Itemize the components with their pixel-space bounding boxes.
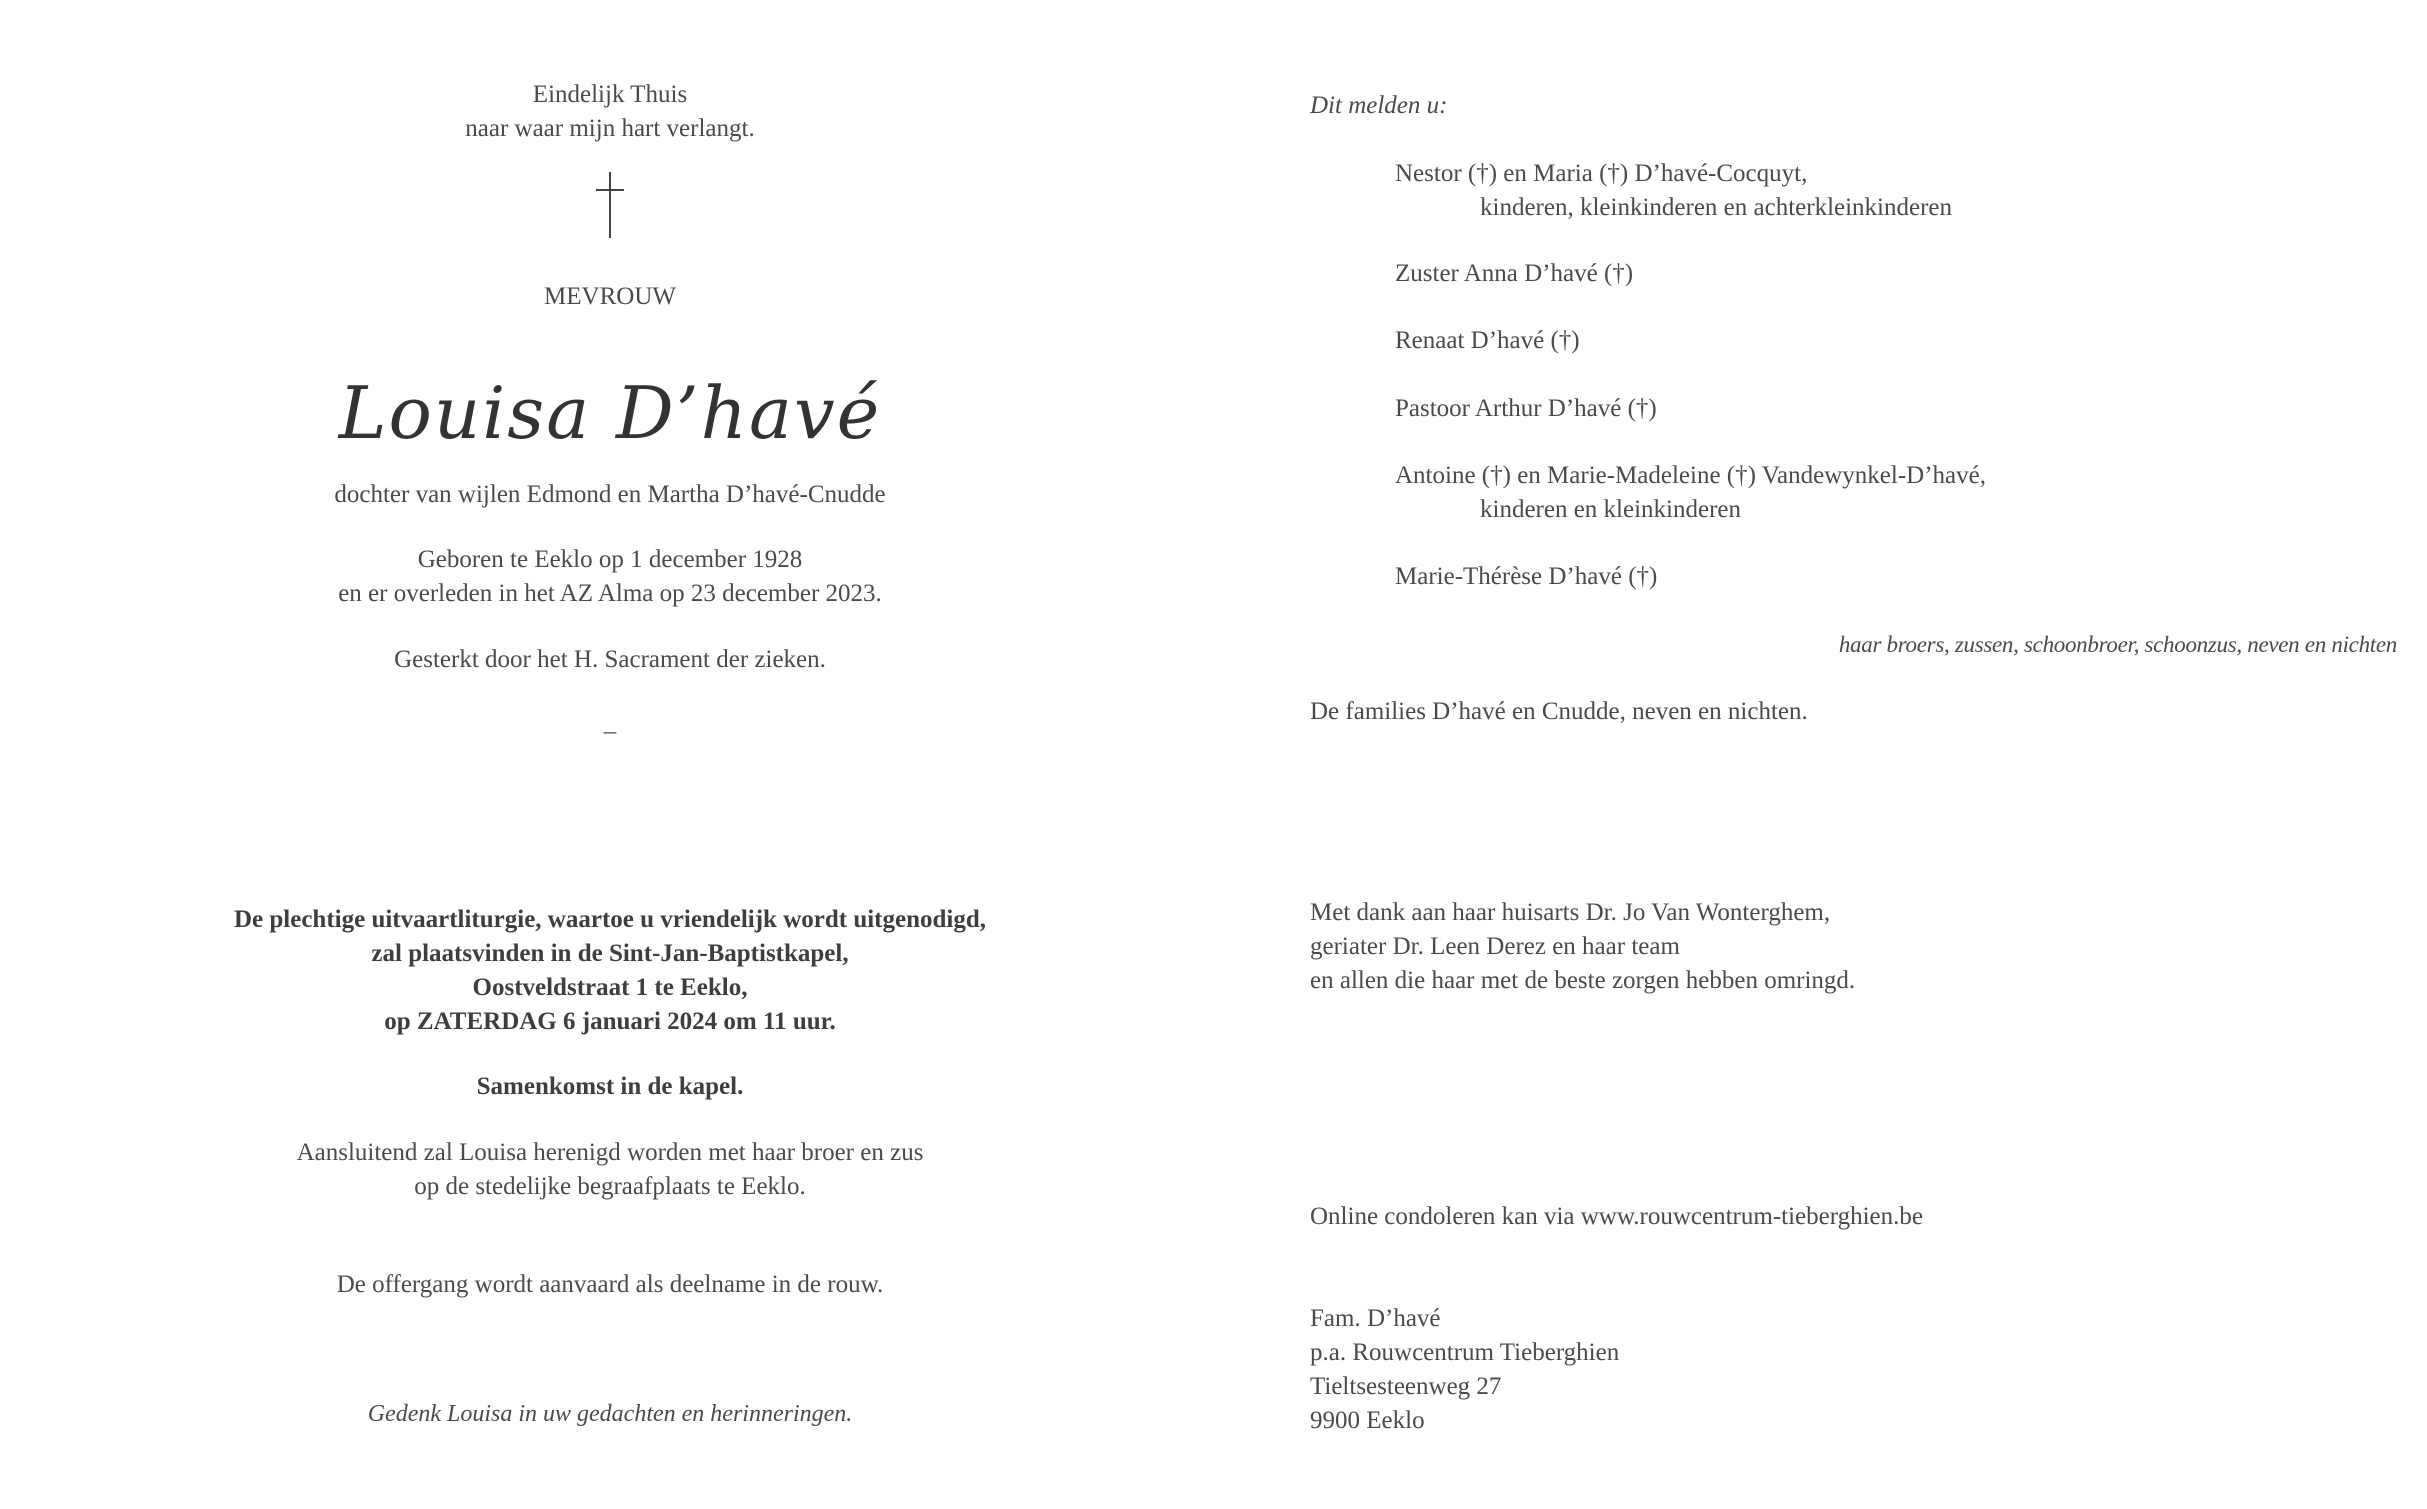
burial-line-2: op de stedelijke begraafplaats te Eeklo. xyxy=(414,1173,806,1200)
quote-line-1: Eindelijk Thuis xyxy=(532,81,688,108)
deceased-name: Louisa D’havé xyxy=(338,371,882,455)
relative-2-line-1: Zuster Anna D’havé (†) xyxy=(1395,260,1634,287)
relative-2 xyxy=(1310,257,2427,291)
families-line: De families D’havé en Cnudde, neven en nichten. xyxy=(1310,698,1808,725)
thanks-line-1: Met dank aan haar huisarts Dr. Jo Van Wonterghem, xyxy=(1310,899,1831,926)
relative-3 xyxy=(1310,324,2427,358)
address-line-1: Fam. D’havé xyxy=(1310,1305,1441,1332)
funeral-line-4: op ZATERDAG 6 januari 2024 om 11 uur. xyxy=(384,1008,836,1035)
relative-1-line-1: Nestor (†) en Maria (†) D’havé-Cocquyt, xyxy=(1395,160,1808,187)
relative-6-line-1: Marie-Thérèse D’havé (†) xyxy=(1395,563,1658,590)
relative-5 xyxy=(1310,459,2427,527)
address-line-4: 9900 Eeklo xyxy=(1310,1407,1425,1434)
relative-1-line-2: kinderen, kleinkinderen en achterkleinkinderen xyxy=(1480,194,1953,221)
gathering-line: Samenkomst in de kapel. xyxy=(476,1073,744,1100)
thanks-line-2: geriater Dr. Leen Derez en haar team xyxy=(1310,933,1680,960)
relative-5-line-1: Antoine (†) en Marie-Madeleine (†) Vandewynkel-D’havé, xyxy=(1395,462,1986,489)
address-line-3: Tieltsesteenweg 27 xyxy=(1310,1373,1502,1400)
life-dates xyxy=(0,543,1220,611)
thanks-block xyxy=(1310,896,2427,998)
burial-line-1: Aansluitend zal Louisa herenigd worden met haar broer en zus xyxy=(296,1139,924,1166)
latin-cross-icon xyxy=(0,170,1220,245)
relation-note: haar broers, zussen, schoonbroer, schoonzus, neven en nichten xyxy=(1838,632,2397,657)
relative-1 xyxy=(1310,157,2427,225)
announcement-intro: Dit melden u: xyxy=(1310,92,1448,119)
separator-dash: – xyxy=(603,718,617,745)
right-page xyxy=(1310,0,2427,1509)
honorific: MEVROUW xyxy=(544,283,676,310)
opening-quote xyxy=(0,78,1220,146)
relative-6 xyxy=(1310,560,2427,594)
relative-4 xyxy=(1310,392,2427,426)
funeral-info xyxy=(0,903,1220,1039)
online-condolence: Online condoleren kan via www.rouwcentrum-tieberghien.be xyxy=(1310,1203,1923,1230)
burial-info xyxy=(0,1136,1220,1204)
funeral-line-2: zal plaatsvinden in de Sint-Jan-Baptistkapel, xyxy=(371,940,849,967)
thanks-line-3: en allen die haar met de beste zorgen hebben omringd. xyxy=(1310,967,1856,994)
parents-line: dochter van wijlen Edmond en Martha D’havé-Cnudde xyxy=(334,481,886,508)
remember-line: Gedenk Louisa in uw gedachten en herinneringen. xyxy=(367,1401,853,1427)
relative-3-line-1: Renaat D’havé (†) xyxy=(1395,327,1580,354)
died-line: en er overleden in het AZ Alma op 23 december 2023. xyxy=(338,580,882,607)
funeral-line-1: De plechtige uitvaartliturgie, waartoe u vriendelijk wordt uitgenodigd, xyxy=(233,906,986,933)
relative-4-line-1: Pastoor Arthur D’havé (†) xyxy=(1395,395,1657,422)
address-line-2: p.a. Rouwcentrum Tieberghien xyxy=(1310,1339,1620,1366)
funeral-line-3: Oostveldstraat 1 te Eeklo, xyxy=(472,974,748,1001)
born-line: Geboren te Eeklo op 1 december 1928 xyxy=(417,546,803,573)
relative-5-line-2: kinderen en kleinkinderen xyxy=(1480,496,1742,523)
contact-address xyxy=(1310,1302,2427,1438)
quote-line-2: naar waar mijn hart verlangt. xyxy=(465,115,755,142)
sacrament-line: Gesterkt door het H. Sacrament der zieken. xyxy=(394,646,826,673)
offering-line: De offergang wordt aanvaard als deelname in de rouw. xyxy=(336,1271,884,1298)
